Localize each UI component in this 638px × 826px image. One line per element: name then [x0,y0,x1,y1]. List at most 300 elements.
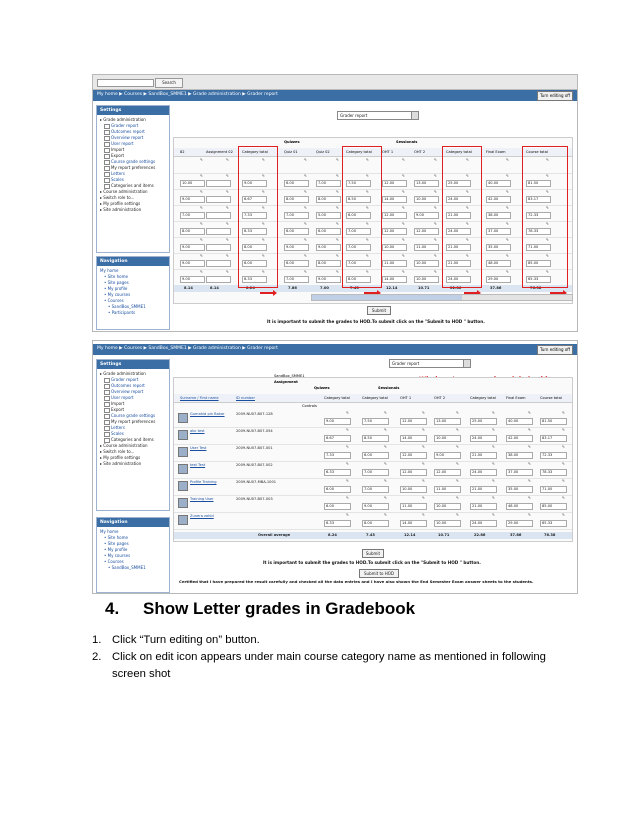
grade-cell[interactable]: 9.00 [324,418,351,425]
edit-icon[interactable]: ✎ [226,206,229,210]
grade-cell[interactable]: 12.00 [434,469,461,476]
grade-cell[interactable]: 7.00 [284,276,309,283]
grade-cell[interactable]: 9.00 [316,276,341,283]
grade-cell[interactable]: 10.00 [434,520,461,527]
grade-cell[interactable] [206,260,231,267]
grade-cell[interactable]: 24.00 [470,469,497,476]
grade-cell[interactable]: 83.17 [526,196,551,203]
grade-cell[interactable]: 24.00 [470,520,497,527]
column-header[interactable]: OHT 1 [400,396,412,400]
edit-icon[interactable]: ✎ [546,254,549,258]
edit-icon[interactable]: ✎ [506,238,509,242]
grade-cell[interactable]: 9.00 [414,212,439,219]
grade-cell[interactable]: 6.67 [242,196,267,203]
grade-cell[interactable] [206,196,231,203]
grade-cell[interactable]: 8.00 [316,196,341,203]
grade-cell[interactable]: 11.00 [434,486,461,493]
edit-icon[interactable]: ✎ [366,270,369,274]
submit-to-hod-button[interactable]: Submit to HOD [359,569,399,578]
column-header[interactable]: Quiz 02 [316,150,330,154]
edit-icon[interactable]: ✎ [402,206,405,210]
edit-icon[interactable]: ✎ [506,206,509,210]
edit-icon[interactable]: ✎ [466,270,469,274]
scrollbar-thumb[interactable] [312,295,462,300]
grade-cell[interactable]: 14.00 [382,196,407,203]
column-header[interactable]: Quiz 01 [284,150,298,154]
column-header[interactable]: Category total [242,150,268,154]
edit-icon[interactable]: ✎ [262,206,265,210]
edit-icon[interactable]: ✎ [366,206,369,210]
edit-icon[interactable]: ✎ [262,158,265,162]
horizontal-scrollbar[interactable] [311,294,573,301]
grade-cell[interactable]: 12.00 [400,418,427,425]
edit-icon[interactable]: ✎ [336,238,339,242]
student-name[interactable]: Training User [190,497,214,501]
edit-icon[interactable]: ✎ [492,496,495,500]
grade-cell[interactable]: 85.00 [526,260,551,267]
search-button[interactable]: Search [155,78,183,88]
column-header[interactable]: Surname / First name [180,396,219,400]
edit-icon[interactable]: ✎ [200,158,203,162]
grade-cell[interactable]: 6.00 [346,212,371,219]
edit-icon[interactable]: ✎ [336,190,339,194]
edit-icon[interactable]: ✎ [384,479,387,483]
report-select[interactable] [389,359,471,368]
edit-icon[interactable]: ✎ [528,428,531,432]
grade-cell[interactable]: 81.50 [540,418,567,425]
edit-icon[interactable]: ✎ [528,479,531,483]
column-header[interactable]: Course total [526,150,548,154]
grade-cell[interactable]: 10.00 [180,180,205,187]
edit-icon[interactable]: ✎ [402,222,405,226]
grade-cell[interactable] [206,180,231,187]
grade-cell[interactable]: 13.00 [414,180,439,187]
edit-icon[interactable]: ✎ [422,411,425,415]
edit-icon[interactable]: ✎ [384,428,387,432]
submit-button[interactable]: Submit [362,549,384,558]
grade-cell[interactable]: 10.00 [414,260,439,267]
edit-icon[interactable]: ✎ [492,462,495,466]
edit-icon[interactable]: ✎ [366,174,369,178]
edit-icon[interactable]: ✎ [200,190,203,194]
settings-item[interactable] [100,207,166,213]
edit-icon[interactable]: ✎ [262,174,265,178]
grade-cell[interactable]: 7.00 [362,469,389,476]
edit-icon[interactable]: ✎ [402,238,405,242]
edit-icon[interactable]: ✎ [528,445,531,449]
edit-icon[interactable]: ✎ [200,222,203,226]
edit-icon[interactable]: ✎ [528,462,531,466]
grade-cell[interactable] [206,212,231,219]
grade-cell[interactable]: 78.33 [540,469,567,476]
edit-icon[interactable]: ✎ [402,158,405,162]
grade-cell[interactable]: 29.00 [486,276,511,283]
edit-icon[interactable]: ✎ [402,270,405,274]
grade-cell[interactable]: 72.33 [540,452,567,459]
grade-cell[interactable]: 8.50 [346,196,371,203]
grade-cell[interactable]: 11.00 [400,503,427,510]
grade-cell[interactable]: 42.00 [486,196,511,203]
grade-cell[interactable]: 40.00 [486,180,511,187]
grade-cell[interactable]: 37.00 [506,469,533,476]
edit-icon[interactable]: ✎ [492,445,495,449]
grade-cell[interactable]: 12.00 [382,228,407,235]
edit-icon[interactable]: ✎ [422,479,425,483]
grade-cell[interactable]: 5.00 [316,212,341,219]
edit-icon[interactable]: ✎ [434,222,437,226]
grade-cell[interactable]: 65.33 [540,520,567,527]
edit-icon[interactable]: ✎ [346,479,349,483]
grade-cell[interactable]: 8.00 [242,244,267,251]
navigation-item[interactable] [100,310,166,316]
edit-icon[interactable]: ✎ [366,158,369,162]
student-name[interactable]: Profile Training [190,480,217,484]
grade-cell[interactable]: 7.33 [324,452,351,459]
grade-cell[interactable]: 13.00 [434,418,461,425]
column-header[interactable]: OHT 2 [434,396,446,400]
edit-icon[interactable]: ✎ [226,254,229,258]
grade-cell[interactable]: 24.00 [470,435,497,442]
grade-cell[interactable]: 9.00 [180,260,205,267]
grade-cell[interactable]: 6.33 [324,469,351,476]
grade-cell[interactable]: 14.00 [382,276,407,283]
grade-cell[interactable]: 10.00 [382,244,407,251]
edit-icon[interactable]: ✎ [366,222,369,226]
grade-cell[interactable]: 14.00 [400,520,427,527]
grade-cell[interactable]: 24.00 [446,276,471,283]
grade-cell[interactable]: 8.00 [362,520,389,527]
column-header[interactable]: OHT 1 [382,150,394,154]
edit-icon[interactable]: ✎ [384,496,387,500]
column-header[interactable]: Category total [470,396,496,400]
grade-cell[interactable]: 6.00 [324,486,351,493]
grade-cell[interactable]: 6.33 [242,228,267,235]
edit-icon[interactable]: ✎ [434,174,437,178]
edit-icon[interactable]: ✎ [546,270,549,274]
edit-icon[interactable]: ✎ [304,270,307,274]
grade-cell[interactable]: 9.00 [242,180,267,187]
settings-item[interactable] [100,461,166,467]
edit-icon[interactable]: ✎ [528,411,531,415]
edit-icon[interactable]: ✎ [366,254,369,258]
grade-cell[interactable]: 6.00 [284,228,309,235]
grade-cell[interactable]: 8.00 [180,228,205,235]
grade-cell[interactable]: 71.00 [540,486,567,493]
edit-icon[interactable]: ✎ [226,158,229,162]
edit-icon[interactable]: ✎ [434,270,437,274]
edit-icon[interactable]: ✎ [434,206,437,210]
edit-icon[interactable]: ✎ [546,206,549,210]
grade-cell[interactable]: 7.00 [346,228,371,235]
edit-icon[interactable]: ✎ [200,238,203,242]
column-header[interactable]: 82 [180,150,185,154]
grade-cell[interactable]: 65.33 [526,276,551,283]
grade-cell[interactable]: 48.00 [506,503,533,510]
grade-cell[interactable]: 8.50 [362,435,389,442]
edit-icon[interactable]: ✎ [466,158,469,162]
edit-icon[interactable]: ✎ [466,238,469,242]
edit-icon[interactable]: ✎ [434,158,437,162]
edit-icon[interactable]: ✎ [200,174,203,178]
grade-cell[interactable]: 6.67 [324,435,351,442]
grade-cell[interactable]: 8.00 [346,276,371,283]
grade-cell[interactable] [206,276,231,283]
edit-icon[interactable]: ✎ [456,445,459,449]
student-name[interactable]: Gumahid pin Bakar [190,412,225,416]
column-header[interactable]: OHT 2 [414,150,426,154]
grade-cell[interactable]: 21.00 [470,503,497,510]
edit-icon[interactable]: ✎ [434,238,437,242]
grade-cell[interactable]: 48.00 [486,260,511,267]
grade-cell[interactable]: 9.00 [180,196,205,203]
grade-cell[interactable]: 25.00 [470,418,497,425]
edit-icon[interactable]: ✎ [200,254,203,258]
grade-cell[interactable]: 83.17 [540,435,567,442]
edit-icon[interactable]: ✎ [346,428,349,432]
edit-icon[interactable]: ✎ [562,411,565,415]
grade-cell[interactable]: 6.33 [324,520,351,527]
edit-icon[interactable]: ✎ [304,238,307,242]
grade-cell[interactable]: 40.00 [506,418,533,425]
edit-icon[interactable]: ✎ [402,254,405,258]
grade-cell[interactable]: 9.00 [180,244,205,251]
edit-icon[interactable]: ✎ [304,174,307,178]
grade-cell[interactable]: 7.00 [346,260,371,267]
edit-icon[interactable]: ✎ [562,513,565,517]
grade-cell[interactable]: 12.00 [414,228,439,235]
grade-cell[interactable]: 7.50 [346,180,371,187]
edit-icon[interactable]: ✎ [506,174,509,178]
edit-icon[interactable]: ✎ [226,174,229,178]
grade-cell[interactable]: 11.00 [382,260,407,267]
grade-cell[interactable] [206,228,231,235]
grade-cell[interactable]: 7.00 [346,244,371,251]
grade-cell[interactable]: 81.50 [526,180,551,187]
student-name[interactable]: Zunera zahid [190,514,214,518]
grade-cell[interactable]: 10.00 [414,196,439,203]
grade-cell[interactable]: 24.00 [446,228,471,235]
edit-icon[interactable]: ✎ [346,462,349,466]
grade-cell[interactable]: 6.00 [362,452,389,459]
grade-cell[interactable] [206,244,231,251]
edit-icon[interactable]: ✎ [226,190,229,194]
edit-icon[interactable]: ✎ [456,428,459,432]
student-name[interactable]: abc test [190,429,205,433]
grade-cell[interactable]: 9.00 [180,276,205,283]
edit-icon[interactable]: ✎ [200,206,203,210]
edit-icon[interactable]: ✎ [492,411,495,415]
breadcrumb[interactable]: My home ▶ Courses ▶ SandBox_SMME1 ▶ Grade administration ▶ Grader report [97,92,278,97]
grade-cell[interactable]: 12.00 [382,180,407,187]
grade-cell[interactable]: 21.00 [446,260,471,267]
edit-icon[interactable]: ✎ [346,445,349,449]
grade-cell[interactable]: 10.00 [434,503,461,510]
edit-icon[interactable]: ✎ [346,496,349,500]
edit-icon[interactable]: ✎ [384,462,387,466]
edit-icon[interactable]: ✎ [226,238,229,242]
edit-icon[interactable]: ✎ [226,270,229,274]
edit-icon[interactable]: ✎ [402,174,405,178]
edit-icon[interactable]: ✎ [384,513,387,517]
grade-cell[interactable]: 9.00 [434,452,461,459]
grade-cell[interactable]: 21.00 [470,486,497,493]
column-header[interactable]: Assignment 02 [206,150,233,154]
edit-icon[interactable]: ✎ [456,513,459,517]
edit-icon[interactable]: ✎ [402,190,405,194]
grade-cell[interactable]: 6.00 [284,260,309,267]
edit-icon[interactable]: ✎ [346,513,349,517]
edit-icon[interactable]: ✎ [546,174,549,178]
column-header[interactable]: Category total [446,150,472,154]
edit-icon[interactable]: ✎ [200,270,203,274]
turn-editing-button[interactable]: Turn editing off [537,345,573,355]
edit-icon[interactable]: ✎ [262,222,265,226]
grade-cell[interactable]: 7.50 [362,418,389,425]
edit-icon[interactable]: ✎ [226,222,229,226]
edit-icon[interactable]: ✎ [336,270,339,274]
grade-cell[interactable]: 21.00 [446,212,471,219]
edit-icon[interactable]: ✎ [336,174,339,178]
edit-icon[interactable]: ✎ [546,190,549,194]
edit-icon[interactable]: ✎ [506,270,509,274]
report-select[interactable] [337,111,419,120]
grade-cell[interactable]: 12.00 [400,452,427,459]
edit-icon[interactable]: ✎ [422,445,425,449]
edit-icon[interactable]: ✎ [506,190,509,194]
grade-cell[interactable]: 78.33 [526,228,551,235]
navigation-item[interactable] [100,565,166,571]
edit-icon[interactable]: ✎ [546,238,549,242]
edit-icon[interactable]: ✎ [492,479,495,483]
grade-cell[interactable]: 35.00 [486,244,511,251]
grade-cell[interactable]: 6.33 [242,276,267,283]
edit-icon[interactable]: ✎ [304,190,307,194]
turn-editing-button[interactable]: Turn editing off [537,91,573,101]
grade-cell[interactable]: 10.00 [434,435,461,442]
edit-icon[interactable]: ✎ [262,254,265,258]
edit-icon[interactable]: ✎ [384,411,387,415]
edit-icon[interactable]: ✎ [336,254,339,258]
student-name[interactable]: User Test [190,446,207,450]
grade-cell[interactable]: 9.00 [362,503,389,510]
edit-icon[interactable]: ✎ [506,222,509,226]
edit-icon[interactable]: ✎ [456,496,459,500]
grade-cell[interactable]: 9.00 [316,244,341,251]
grade-cell[interactable]: 85.00 [540,503,567,510]
edit-icon[interactable]: ✎ [492,428,495,432]
edit-icon[interactable]: ✎ [546,222,549,226]
edit-icon[interactable]: ✎ [346,411,349,415]
edit-icon[interactable]: ✎ [528,496,531,500]
column-header[interactable]: Final Exam [506,396,526,400]
edit-icon[interactable]: ✎ [422,462,425,466]
edit-icon[interactable]: ✎ [466,190,469,194]
edit-icon[interactable]: ✎ [562,496,565,500]
edit-icon[interactable]: ✎ [466,222,469,226]
edit-icon[interactable]: ✎ [304,206,307,210]
grade-cell[interactable]: 14.00 [400,435,427,442]
grade-cell[interactable]: 10.00 [414,276,439,283]
grade-cell[interactable]: 6.00 [284,180,309,187]
edit-icon[interactable]: ✎ [262,190,265,194]
submit-button[interactable]: Submit [367,306,391,315]
edit-icon[interactable]: ✎ [384,445,387,449]
edit-icon[interactable]: ✎ [422,428,425,432]
grade-cell[interactable]: 42.00 [506,435,533,442]
column-header[interactable]: Course total [540,396,562,400]
edit-icon[interactable]: ✎ [336,158,339,162]
edit-icon[interactable]: ✎ [304,222,307,226]
grade-cell[interactable]: 6.00 [324,503,351,510]
edit-icon[interactable]: ✎ [422,513,425,517]
edit-icon[interactable]: ✎ [562,479,565,483]
edit-icon[interactable]: ✎ [456,479,459,483]
grade-cell[interactable]: 6.00 [242,260,267,267]
student-name[interactable]: test Test [190,463,206,467]
edit-icon[interactable]: ✎ [434,190,437,194]
grade-cell[interactable]: 71.00 [526,244,551,251]
grade-cell[interactable]: 38.00 [506,452,533,459]
grade-cell[interactable]: 7.00 [180,212,205,219]
grade-cell[interactable]: 35.00 [506,486,533,493]
edit-icon[interactable]: ✎ [434,254,437,258]
grade-cell[interactable]: 7.33 [242,212,267,219]
grade-cell[interactable]: 10.00 [400,486,427,493]
grade-cell[interactable]: 38.00 [486,212,511,219]
column-header[interactable]: Category total [346,150,372,154]
grade-cell[interactable]: 29.00 [506,520,533,527]
grade-cell[interactable]: 21.00 [446,244,471,251]
edit-icon[interactable]: ✎ [562,462,565,466]
column-header[interactable]: Category total [324,396,350,400]
edit-icon[interactable]: ✎ [562,428,565,432]
search-input[interactable] [97,79,154,87]
edit-icon[interactable]: ✎ [366,238,369,242]
edit-icon[interactable]: ✎ [304,254,307,258]
edit-icon[interactable]: ✎ [456,411,459,415]
grade-cell[interactable]: 7.00 [316,180,341,187]
edit-icon[interactable]: ✎ [262,238,265,242]
edit-icon[interactable]: ✎ [528,513,531,517]
grade-cell[interactable]: 6.00 [316,228,341,235]
edit-icon[interactable]: ✎ [336,222,339,226]
edit-icon[interactable]: ✎ [466,254,469,258]
edit-icon[interactable]: ✎ [466,206,469,210]
edit-icon[interactable]: ✎ [492,513,495,517]
grade-cell[interactable]: 8.00 [316,260,341,267]
grade-cell[interactable]: 12.00 [400,469,427,476]
edit-icon[interactable]: ✎ [366,190,369,194]
edit-icon[interactable]: ✎ [506,158,509,162]
grade-cell[interactable]: 25.00 [446,180,471,187]
edit-icon[interactable]: ✎ [546,158,549,162]
grade-cell[interactable]: 37.00 [486,228,511,235]
breadcrumb[interactable]: My home ▶ Courses ▶ SandBox_SMME1 ▶ Grade administration ▶ Grader report [97,346,278,351]
grade-cell[interactable]: 8.00 [284,196,309,203]
grade-cell[interactable]: 72.33 [526,212,551,219]
edit-icon[interactable]: ✎ [466,174,469,178]
edit-icon[interactable]: ✎ [506,254,509,258]
column-header[interactable]: Final Exam [486,150,506,154]
column-header[interactable]: ID number [236,396,255,400]
grade-cell[interactable]: 21.00 [470,452,497,459]
grade-cell[interactable]: 11.00 [414,244,439,251]
edit-icon[interactable]: ✎ [336,206,339,210]
edit-icon[interactable]: ✎ [456,462,459,466]
grade-cell[interactable]: 7.00 [284,212,309,219]
column-header[interactable]: Category total [362,396,388,400]
edit-icon[interactable]: ✎ [562,445,565,449]
